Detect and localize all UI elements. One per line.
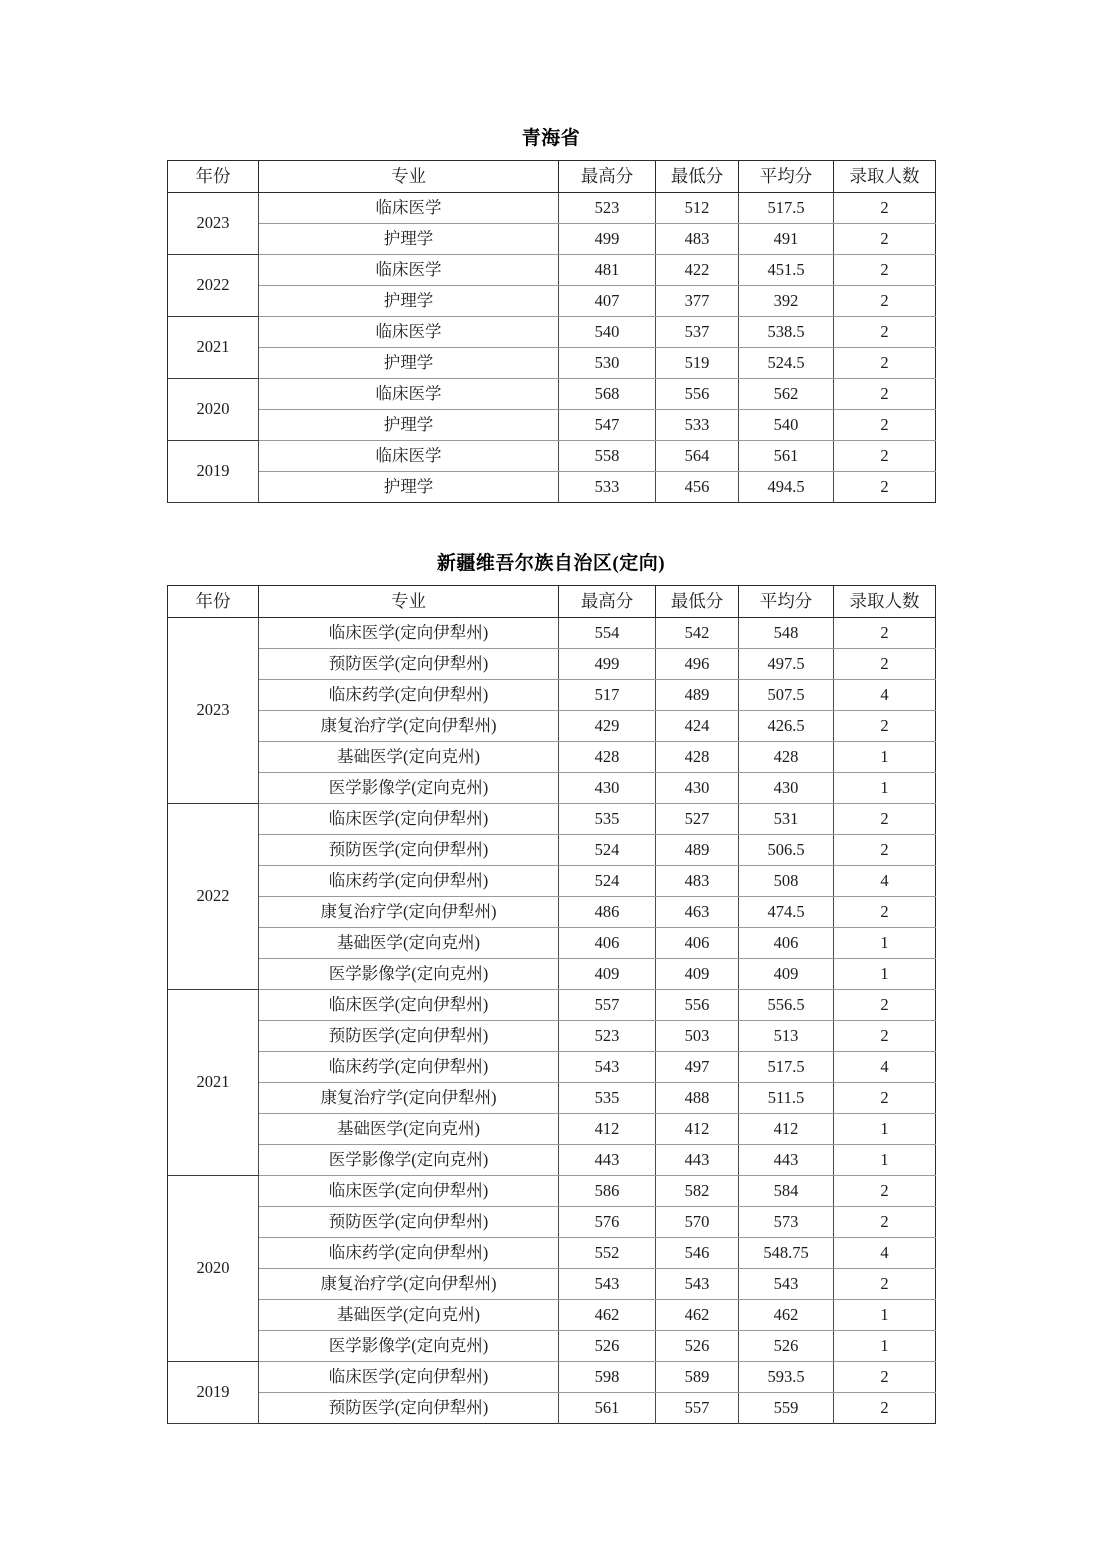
year-cell: 2020 [168,1175,259,1361]
avg-score-cell: 526 [739,1330,834,1361]
avg-score-cell: 561 [739,440,834,471]
admitted-count-cell: 2 [834,316,936,347]
avg-score-cell: 548 [739,617,834,648]
min-score-cell: 409 [656,958,739,989]
table-row [168,192,936,223]
major-cell: 护理学 [259,347,559,378]
table-row [168,803,936,834]
table-row [168,1206,936,1237]
min-score-cell: 462 [656,1299,739,1330]
max-score-cell: 462 [559,1299,656,1330]
admitted-count-cell: 2 [834,378,936,409]
admitted-count-cell: 2 [834,409,936,440]
max-score-cell: 547 [559,409,656,440]
admitted-count-cell: 1 [834,1330,936,1361]
admitted-count-cell: 2 [834,1268,936,1299]
table-header [168,160,936,192]
admitted-count-cell: 2 [834,648,936,679]
table-row [168,223,936,254]
column-header-0: 年份 [168,585,259,617]
admitted-count-cell: 1 [834,1113,936,1144]
avg-score-cell: 491 [739,223,834,254]
avg-score-cell: 543 [739,1268,834,1299]
min-score-cell: 537 [656,316,739,347]
table-row [168,1020,936,1051]
min-score-cell: 422 [656,254,739,285]
table-row [168,254,936,285]
max-score-cell: 526 [559,1330,656,1361]
major-cell: 医学影像学(定向克州) [259,772,559,803]
avg-score-cell: 430 [739,772,834,803]
major-cell: 临床医学(定向伊犁州) [259,1175,559,1206]
admitted-count-cell: 2 [834,896,936,927]
column-header-3: 最低分 [656,160,739,192]
major-cell: 临床药学(定向伊犁州) [259,679,559,710]
year-cell: 2023 [168,617,259,803]
min-score-cell: 589 [656,1361,739,1392]
avg-score-cell: 517.5 [739,192,834,223]
max-score-cell: 429 [559,710,656,741]
min-score-cell: 406 [656,927,739,958]
max-score-cell: 554 [559,617,656,648]
min-score-cell: 556 [656,378,739,409]
max-score-cell: 543 [559,1268,656,1299]
avg-score-cell: 513 [739,1020,834,1051]
admitted-count-cell: 2 [834,1361,936,1392]
major-cell: 基础医学(定向克州) [259,1113,559,1144]
min-score-cell: 543 [656,1268,739,1299]
major-cell: 康复治疗学(定向伊犁州) [259,1268,559,1299]
admitted-count-cell: 2 [834,989,936,1020]
max-score-cell: 409 [559,958,656,989]
column-header-5: 录取人数 [834,160,936,192]
min-score-cell: 533 [656,409,739,440]
min-score-cell: 542 [656,617,739,648]
column-header-1: 专业 [259,160,559,192]
max-score-cell: 561 [559,1392,656,1423]
avg-score-cell: 524.5 [739,347,834,378]
min-score-cell: 546 [656,1237,739,1268]
year-cell: 2021 [168,989,259,1175]
table-row [168,617,936,648]
table-row [168,989,936,1020]
major-cell: 临床医学 [259,192,559,223]
admitted-count-cell: 1 [834,927,936,958]
major-cell: 临床药学(定向伊犁州) [259,865,559,896]
table-row [168,1392,936,1423]
major-cell: 康复治疗学(定向伊犁州) [259,710,559,741]
column-header-1: 专业 [259,585,559,617]
major-cell: 护理学 [259,409,559,440]
min-score-cell: 377 [656,285,739,316]
max-score-cell: 523 [559,1020,656,1051]
avg-score-cell: 426.5 [739,710,834,741]
avg-score-cell: 462 [739,1299,834,1330]
column-header-2: 最高分 [559,160,656,192]
major-cell: 护理学 [259,223,559,254]
avg-score-cell: 548.75 [739,1237,834,1268]
table-row [168,896,936,927]
score-table-block-qinghai [167,128,935,503]
admitted-count-cell: 2 [834,347,936,378]
max-score-cell: 557 [559,989,656,1020]
admitted-count-cell: 2 [834,1175,936,1206]
admitted-count-cell: 2 [834,254,936,285]
table-row [168,378,936,409]
min-score-cell: 463 [656,896,739,927]
max-score-cell: 443 [559,1144,656,1175]
admitted-count-cell: 1 [834,772,936,803]
max-score-cell: 558 [559,440,656,471]
min-score-cell: 564 [656,440,739,471]
table-row [168,648,936,679]
avg-score-cell: 494.5 [739,471,834,502]
max-score-cell: 540 [559,316,656,347]
min-score-cell: 430 [656,772,739,803]
avg-score-cell: 593.5 [739,1361,834,1392]
major-cell: 康复治疗学(定向伊犁州) [259,1082,559,1113]
table-row [168,958,936,989]
min-score-cell: 519 [656,347,739,378]
max-score-cell: 407 [559,285,656,316]
table-row [168,347,936,378]
year-cell: 2023 [168,192,259,254]
avg-score-cell: 531 [739,803,834,834]
max-score-cell: 535 [559,1082,656,1113]
min-score-cell: 496 [656,648,739,679]
avg-score-cell: 508 [739,865,834,896]
avg-score-cell: 506.5 [739,834,834,865]
major-cell: 预防医学(定向伊犁州) [259,1392,559,1423]
min-score-cell: 556 [656,989,739,1020]
avg-score-cell: 573 [739,1206,834,1237]
admitted-count-cell: 1 [834,741,936,772]
table-row [168,1175,936,1206]
min-score-cell: 582 [656,1175,739,1206]
table-body [168,192,936,502]
table-row [168,1361,936,1392]
min-score-cell: 483 [656,223,739,254]
max-score-cell: 530 [559,347,656,378]
avg-score-cell: 538.5 [739,316,834,347]
min-score-cell: 483 [656,865,739,896]
admitted-count-cell: 1 [834,1299,936,1330]
max-score-cell: 499 [559,648,656,679]
major-cell: 临床医学 [259,254,559,285]
max-score-cell: 412 [559,1113,656,1144]
admitted-count-cell: 4 [834,865,936,896]
admitted-count-cell: 2 [834,223,936,254]
major-cell: 临床医学 [259,378,559,409]
table-row [168,741,936,772]
table-row [168,1299,936,1330]
major-cell: 临床医学(定向伊犁州) [259,1361,559,1392]
table-row [168,1051,936,1082]
table-row [168,1237,936,1268]
table-row [168,1268,936,1299]
major-cell: 临床医学(定向伊犁州) [259,803,559,834]
year-cell: 2019 [168,1361,259,1423]
table-row [168,471,936,502]
table-body [168,617,936,1423]
major-cell: 基础医学(定向克州) [259,741,559,772]
admitted-count-cell: 4 [834,1051,936,1082]
min-score-cell: 570 [656,1206,739,1237]
year-cell: 2022 [168,254,259,316]
admitted-count-cell: 2 [834,1082,936,1113]
min-score-cell: 497 [656,1051,739,1082]
table-title-xinjiang: 新疆维吾尔族自治区(定向) [436,553,666,574]
avg-score-cell: 497.5 [739,648,834,679]
avg-score-cell: 428 [739,741,834,772]
min-score-cell: 526 [656,1330,739,1361]
min-score-cell: 488 [656,1082,739,1113]
admitted-count-cell: 2 [834,1020,936,1051]
major-cell: 临床医学(定向伊犁州) [259,989,559,1020]
max-score-cell: 568 [559,378,656,409]
major-cell: 预防医学(定向伊犁州) [259,648,559,679]
column-header-4: 平均分 [739,585,834,617]
table-row [168,1082,936,1113]
avg-score-cell: 584 [739,1175,834,1206]
major-cell: 临床药学(定向伊犁州) [259,1051,559,1082]
min-score-cell: 489 [656,679,739,710]
table-row [168,927,936,958]
table-row [168,316,936,347]
admitted-count-cell: 1 [834,958,936,989]
year-cell: 2019 [168,440,259,502]
min-score-cell: 557 [656,1392,739,1423]
admitted-count-cell: 4 [834,679,936,710]
column-header-3: 最低分 [656,585,739,617]
max-score-cell: 576 [559,1206,656,1237]
major-cell: 康复治疗学(定向伊犁州) [259,896,559,927]
max-score-cell: 517 [559,679,656,710]
table-row [168,409,936,440]
max-score-cell: 524 [559,865,656,896]
column-header-4: 平均分 [739,160,834,192]
max-score-cell: 486 [559,896,656,927]
column-header-5: 录取人数 [834,585,936,617]
admitted-count-cell: 2 [834,192,936,223]
year-cell: 2022 [168,803,259,989]
table-row [168,285,936,316]
major-cell: 基础医学(定向克州) [259,1299,559,1330]
table-row [168,1113,936,1144]
admitted-count-cell: 2 [834,803,936,834]
admitted-count-cell: 2 [834,471,936,502]
min-score-cell: 456 [656,471,739,502]
max-score-cell: 428 [559,741,656,772]
table-header [168,585,936,617]
admitted-count-cell: 2 [834,710,936,741]
min-score-cell: 424 [656,710,739,741]
column-header-0: 年份 [168,160,259,192]
major-cell: 基础医学(定向克州) [259,927,559,958]
avg-score-cell: 443 [739,1144,834,1175]
year-cell: 2020 [168,378,259,440]
avg-score-cell: 556.5 [739,989,834,1020]
table-row [168,865,936,896]
max-score-cell: 430 [559,772,656,803]
major-cell: 护理学 [259,471,559,502]
avg-score-cell: 406 [739,927,834,958]
major-cell: 护理学 [259,285,559,316]
avg-score-cell: 562 [739,378,834,409]
header-row [168,160,936,192]
major-cell: 医学影像学(定向克州) [259,1330,559,1361]
min-score-cell: 428 [656,741,739,772]
max-score-cell: 586 [559,1175,656,1206]
admitted-count-cell: 2 [834,1206,936,1237]
admitted-count-cell: 4 [834,1237,936,1268]
major-cell: 临床医学 [259,440,559,471]
admitted-count-cell: 1 [834,1144,936,1175]
max-score-cell: 535 [559,803,656,834]
max-score-cell: 543 [559,1051,656,1082]
table-row [168,440,936,471]
major-cell: 预防医学(定向伊犁州) [259,1020,559,1051]
admission-scores-table-xinjiang [167,585,936,1424]
avg-score-cell: 412 [739,1113,834,1144]
major-cell: 临床医学(定向伊犁州) [259,617,559,648]
major-cell: 预防医学(定向伊犁州) [259,834,559,865]
table-row [168,679,936,710]
table-row [168,710,936,741]
max-score-cell: 499 [559,223,656,254]
admitted-count-cell: 2 [834,285,936,316]
table-row [168,1144,936,1175]
avg-score-cell: 507.5 [739,679,834,710]
major-cell: 预防医学(定向伊犁州) [259,1206,559,1237]
avg-score-cell: 409 [739,958,834,989]
admission-scores-table-qinghai [167,160,936,503]
score-table-block-xinjiang [167,553,935,1424]
admitted-count-cell: 2 [834,617,936,648]
avg-score-cell: 451.5 [739,254,834,285]
major-cell: 医学影像学(定向克州) [259,958,559,989]
max-score-cell: 552 [559,1237,656,1268]
min-score-cell: 489 [656,834,739,865]
major-cell: 医学影像学(定向克州) [259,1144,559,1175]
avg-score-cell: 474.5 [739,896,834,927]
max-score-cell: 523 [559,192,656,223]
max-score-cell: 406 [559,927,656,958]
admitted-count-cell: 2 [834,440,936,471]
avg-score-cell: 517.5 [739,1051,834,1082]
min-score-cell: 512 [656,192,739,223]
avg-score-cell: 511.5 [739,1082,834,1113]
table-row [168,834,936,865]
year-cell: 2021 [168,316,259,378]
major-cell: 临床药学(定向伊犁州) [259,1237,559,1268]
column-header-2: 最高分 [559,585,656,617]
header-row [168,585,936,617]
major-cell: 临床医学 [259,316,559,347]
admitted-count-cell: 2 [834,834,936,865]
min-score-cell: 443 [656,1144,739,1175]
table-title-qinghai: 青海省 [521,128,581,149]
min-score-cell: 503 [656,1020,739,1051]
table-row [168,1330,936,1361]
table-row [168,772,936,803]
max-score-cell: 533 [559,471,656,502]
avg-score-cell: 559 [739,1392,834,1423]
admitted-count-cell: 2 [834,1392,936,1423]
max-score-cell: 481 [559,254,656,285]
min-score-cell: 412 [656,1113,739,1144]
min-score-cell: 527 [656,803,739,834]
avg-score-cell: 540 [739,409,834,440]
max-score-cell: 598 [559,1361,656,1392]
max-score-cell: 524 [559,834,656,865]
avg-score-cell: 392 [739,285,834,316]
